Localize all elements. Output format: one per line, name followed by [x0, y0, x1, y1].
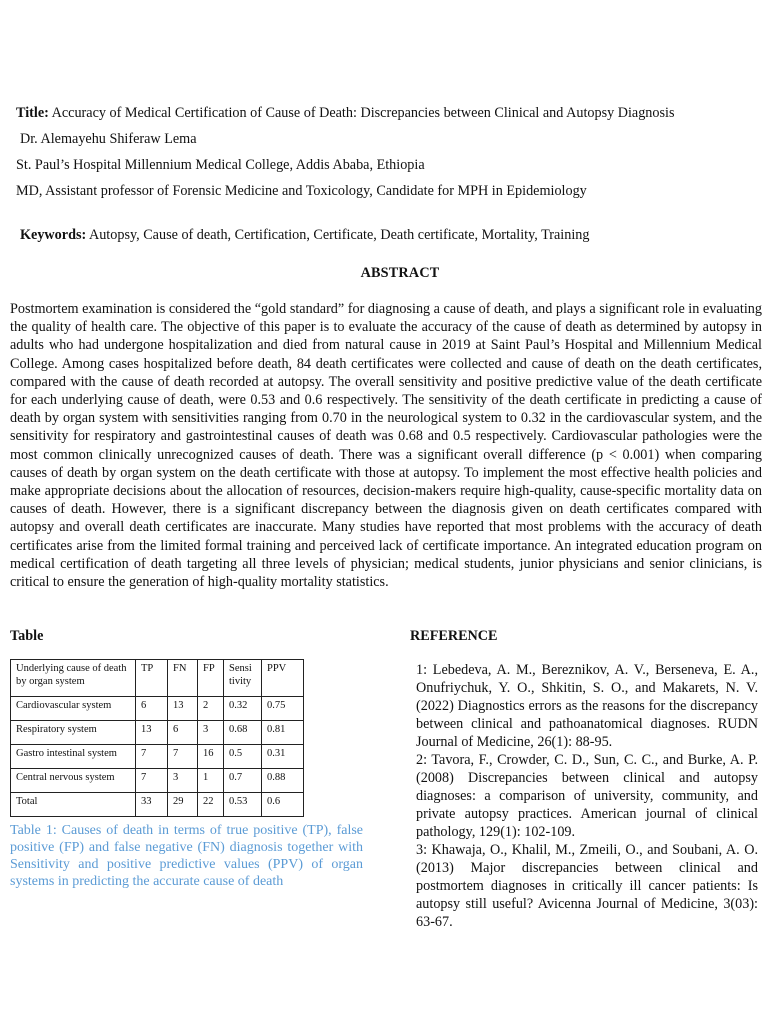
table-cell: Total [11, 793, 136, 817]
header-cell: PPV [262, 660, 304, 697]
header-cell: Underlying cause of death by organ system [11, 660, 136, 697]
abstract-body: Postmortem examination is considered the “gold standard” for diagnosing a cause of death, and plays a significant role in evaluating the quality of health care. The objective of this paper is to evaluate the accuracy of the cause of death as determined by autopsy in adults who had undergone hospitalization and died from natural cause in 2019 at Saint Paul’s Hospital and Millennium Medical College. Among cases hospitalized before death, 84 death certificates were collected and cause of death on the death certificates, compared with the cause of death recorded at autopsy. The overall sensitivity and positive predictive value of the death certificate for each underlying cause of death, were 0.53 and 0.6 respectively. The sensitivity of the death certificate in predicting a cause of death by organ system with sensitivities ranging from 0.70 in the neurological system to 0.32 in the cardiovascular system, and the sensitivity for respiratory and gastrointestinal causes of death was 0.68 and 0.5 respectively. Cardiovascular pathologies were the most common clinically unrecognized causes of death. There was a significant overall difference (p < 0.001) when comparing causes of death by organ system on the death certificate with those at autopsy. To implement the most effective health policies and make appropriate decisions about the allocation of resources, decision-makers require high-quality, cause-specific mortality data on causes of death. However, there is a significant discrepancy between the diagnosis given on death certificates compared with autopsy and overall death certificates are inaccurate. Many studies have reported that most problems with the accuracy of death certificates arise from the limited formal training and perceived lack of certificate importance. An integrated education program on medical certification of death targeting all three levels of physician; medical students, junior physicians and senior clinicians, is critical to ensure the generation of high-quality mortality statistics. [10, 301, 762, 591]
table-cell: 16 [198, 745, 224, 769]
header-cell: Sensi tivity [224, 660, 262, 697]
table-cell: 13 [136, 721, 168, 745]
table-cell: 0.6 [262, 793, 304, 817]
table-cell: 7 [136, 745, 168, 769]
table-row [11, 721, 304, 745]
table-cell: 0.32 [224, 697, 262, 721]
paper-title: Accuracy of Medical Certification of Cause of Death: Discrepancies between Clinical and Autopsy Diagnosis [51, 105, 675, 121]
table-cell: 6 [168, 721, 198, 745]
table-cell: 0.5 [224, 745, 262, 769]
author-position: MD, Assistant professor of Forensic Medicine and Toxicology, Candidate for MPH in Epidemiology [16, 183, 587, 199]
results-table [10, 659, 304, 817]
header-cell: FP [198, 660, 224, 697]
table-cell: 29 [168, 793, 198, 817]
reference-item: 2: Tavora, F., Crowder, C. D., Sun, C. C., and Burke, A. P. (2008) Discrepancies between clinical and autopsy diagnoses: a comparison of university, community, and private autopsy practices. American journal of clinical pathology, 129(1): 102-109. [416, 752, 758, 840]
table-cell: 22 [198, 793, 224, 817]
title-line [16, 104, 674, 122]
author-name: Dr. Alemayehu Shiferaw Lema [20, 131, 197, 147]
table-cell: 0.31 [262, 745, 304, 769]
table-cell: 0.53 [224, 793, 262, 817]
table-caption: Table 1: Causes of death in terms of true positive (TP), false positive (FP) and false negative (FN) diagnosis together with Sensitivity and positive predictive values (PPV) of organ systems in predicting the accurate cause of death [10, 823, 363, 889]
table-row [11, 793, 304, 817]
table-heading: Table [10, 628, 44, 644]
header-cell: FN [168, 660, 198, 697]
table-cell: 33 [136, 793, 168, 817]
table-cell: Cardiovascular system [11, 697, 136, 721]
table-header-row [11, 660, 304, 697]
keywords-text: Autopsy, Cause of death, Certification, Certificate, Death certificate, Mortality, Training [88, 227, 590, 243]
abstract-heading: ABSTRACT [360, 265, 440, 281]
table-cell: 0.88 [262, 769, 304, 793]
table-cell: 0.75 [262, 697, 304, 721]
table-cell: 13 [168, 697, 198, 721]
table-cell: Gastro intestinal system [11, 745, 136, 769]
keywords-label: Keywords: [20, 227, 87, 243]
table-cell: Central nervous system [11, 769, 136, 793]
header-cell: TP [136, 660, 168, 697]
reference-list [416, 661, 758, 931]
table-row [11, 745, 304, 769]
table-cell: Respiratory system [11, 721, 136, 745]
table-cell: 0.81 [262, 721, 304, 745]
title-label: Title: [16, 105, 49, 121]
affiliation: St. Paul’s Hospital Millennium Medical College, Addis Ababa, Ethiopia [16, 157, 425, 173]
keywords-line [20, 226, 589, 244]
table-cell: 3 [198, 721, 224, 745]
reference-item: 3: Khawaja, O., Khalil, M., Zmeili, O., and Soubani, A. O. (2013) Major discrepancies between clinical and postmortem diagnoses in critically ill cancer patients: Is autopsy still useful? Avicenna Journal of Medicine, 3(03): 63-67. [416, 842, 758, 930]
table-cell: 0.7 [224, 769, 262, 793]
references-heading: REFERENCE [410, 628, 498, 644]
table-cell: 2 [198, 697, 224, 721]
table-cell: 3 [168, 769, 198, 793]
table-cell: 1 [198, 769, 224, 793]
table-cell: 7 [136, 769, 168, 793]
reference-item: 1: Lebedeva, A. M., Bereznikov, A. V., Berseneva, E. A., Onufriychuk, Y. O., Shkitin, S. O., and Makarets, N. V. (2022) Diagnostics errors as the reasons for the discrepancy between clinical and pathoanatomical diagnoses. RUDN Journal of Medicine, 26(1): 88-95. [416, 662, 758, 750]
table-row [11, 697, 304, 721]
table-row [11, 769, 304, 793]
table-cell: 6 [136, 697, 168, 721]
table-cell: 7 [168, 745, 198, 769]
table-cell: 0.68 [224, 721, 262, 745]
